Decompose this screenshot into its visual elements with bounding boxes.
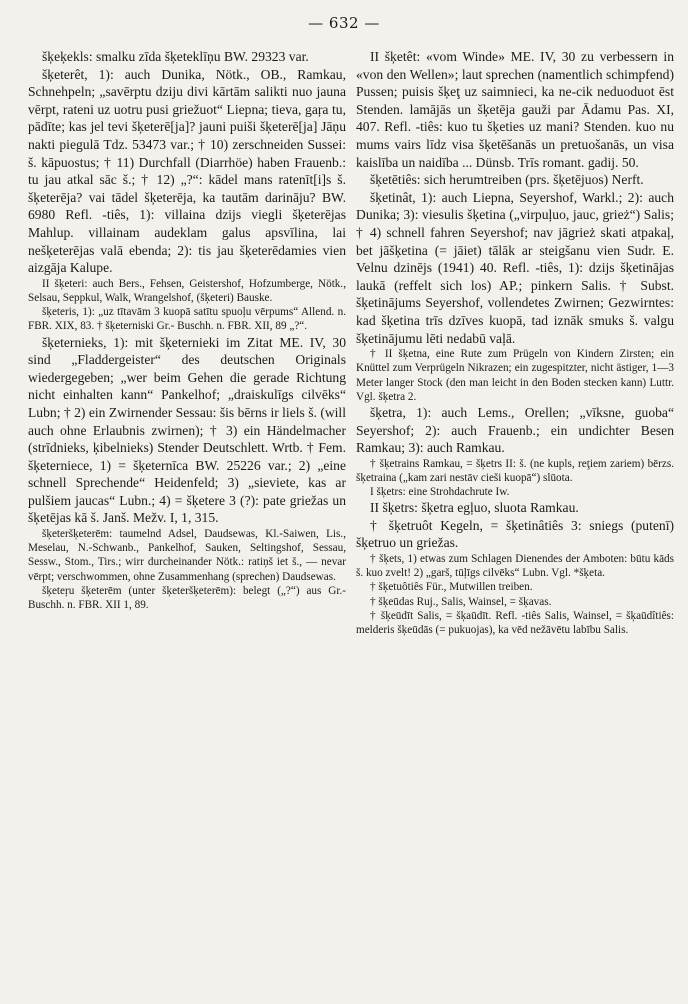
right-column: [356, 48, 674, 637]
dictionary-entry: † šķets, 1) etwas zum Schlagen Dienendes der Amboten: būtu kāds š. kuo zvelt! 2) „garš, tūļīgs cilvēks“ Lubn. Vgl. *šķeta.: [356, 553, 674, 580]
dictionary-entry: II šķetêt: «vom Winde» ME. IV, 30 zu verbessern in «von den Wellen»; laut sprechen (namentlich schimpfend) Pussen; puisis šķeţ uz saimnieci, ka ne-cik neduoduot ēst Stenden. lamājās un šķetēja gauži par Ādamu Pas. XI, 407. Refl. -tiês: kuo tu šķeties uz mani? Stenden. kuo nu mums vairs līdz visa šķetēšanās un pretuošanās, un visa kaislība un naidība ... Dünsb. Trīs romant. gadij. 50.: [356, 49, 674, 170]
dictionary-entry: šķetra, 1): auch Lems., Orellen; „vīksne, guoba“ Seyershof; 2): auch Frauenb.; ein undichter Besen Ramkau; 3): auch Ramkau.: [356, 404, 674, 456]
dictionary-entry: † šķeūdas Ruj., Salis, Wainsel, = šķavas.: [370, 595, 552, 608]
dictionary-entry: šķeternieks, 1): mit šķeternieki im Zitat ME. IV, 30 sind „Fladdergeister“ des deutschen Originals wiedergegeben; „wer beim Gehen die gerade Richtung nicht einhalten kann“ Pankelhof; „draiskulīgs cilvēks“ Lubn; † 2) ein Zwirnender Sessau: šis bērns ir liels š. (will auch ohne Erlaubnis zwirnen); † 3) ein Händelmacher (strīdnieks, ķibelnieks) Stender Deutschlett. Wrtb. † Fem. šķeterniece, 1) = šķeternīca BW. 25226 var.; 2) „eine schnell Sprechende“ Heidenfeld; 3) „sieviete, kas ar pulšiem jaucas“ Lubn.; 4) = šķetere 3 (?): pate griežas un šķetējas kā š. Janš. Mežv. I, 1, 315.: [28, 334, 346, 526]
dictionary-entry: † šķeūdīt Salis, = šķaūdīt. Refl. -tiês Salis, Wainsel, = šķaūdîtiês: melderis šķeūdās (= pukuojas), ka vēd nežāvētu labību Salis.: [356, 609, 674, 637]
dictionary-entry: † šķetruôt Kegeln, = šķetinâtiês 3: sniegs (putenī) šķetruo un griežas.: [356, 517, 674, 551]
dictionary-entry: II šķeteri: auch Bers., Fehsen, Geistershof, Hofzumberge, Nötk., Selsau, Seppkul, Walk, Wrangelshof, (šķeteri) Bauske.: [28, 277, 346, 304]
dictionary-entry: šķetētiês: sich herumtreiben (prs. šķetējuos) Nerft.: [370, 172, 644, 188]
dictionary-entry: šķeķekls: smalku zīda šķeteklīņu BW. 29323 var.: [42, 49, 309, 64]
dictionary-entry: II šķetrs: šķetra egļuo, sluota Ramkau.: [370, 500, 579, 516]
dictionary-entry: šķeterêt, 1): auch Dunika, Nötk., OB., Ramkau, Schnehpeln; „savērptu dziju divi kārtām salikti nuo jauna vērpt, rateni uz uotru pusi griežuot“ Liepna; tieva, gaŗa tu, pādīte; kas jel tevi šķeterē[ja]? jauni puiši šķeterē[ja] Jāņu nakti piegulā Tdz. 53473 var.; † 10) zerschneiden Sussei: š. kāpuostus; † 11) Durchfall (Diarrhöe) haben Frauenb.: tu jau atkal sāc š.; † 12) „?“: kādel mans ratenīt[i]s š. šķeterēja? vai tādel šķeterēja, ka tautām darināju? BW. 6980 Refl. -tiês, 1): villaina dzijs viegli šķeterējas Mahlup. villainam audeklam galus apsvīlina, lai nešķeterējas valā ebenda; 2): tis jau šķeterēdamies vien aizgāja Kalupe.: [28, 66, 346, 276]
dictionary-entry: † šķetrains Ramkau, = šķetrs II: š. (ne kupls, reţiem zariem) bērzs. šķetraina („kam zari nestāv cieši kuopā“) slūota.: [356, 457, 674, 484]
dictionary-entry: šķetinât, 1): auch Liepna, Seyershof, Warkl.; 2): auch Dunika; 3): viesulis šķetina („virpuļuo, jauc, grież“) Salis; † 4) schnell fahren Seyershof; nav jāgrież skati atpakaļ, bet jāšķetina (= jāiet) tālāk ar steigšanu vien Sudr. E. Velnu dzinējs (1941) 40. Refl. -tiês, 1): dzijs šķetinājas laukā (reffelt sich los) AP.; pinkern Salis. † Subst. šķetinājums Seyershof, vollendetes Zwirnen; Gezwirntes: kad šķetina trīs dzīves kuopā, tad iznāk smuks š. valgu šķetinājumu lēti nedabū vaļā.: [356, 189, 674, 346]
page-number: — 632 —: [308, 14, 380, 32]
dictionary-entry: † II šķetna, eine Rute zum Prügeln von Kindern Zirsten; ein Knüttel zum Verprügeln Nikrazen; ein zugespitzter, nicht ästiger, 1—3 Meter langer Stock (den man leicht in den Boden stecken kann) Luttr. Vgl. šķetra 2.: [356, 348, 674, 403]
left-column: [28, 48, 346, 612]
dictionary-entry: šķeteršķeterēm: taumelnd Adsel, Daudsewas, Kl.-Saiwen, Lis., Meselau, N.-Schwanb., Pankelhof, Sauken, Seltingshof, Sessau, Sessw., Stom., Tirs.; wirr durcheinander Nötk.: ratiņš iet š., — nevar vērpt; verschwommen, ohne Zusammenhang (sprechen) Daudsewas.: [28, 528, 346, 583]
dictionary-entry: šķeteris, 1): „uz tītavām 3 kuopā satītu spuoļu vērpums“ Allend. n. FBR. XIX, 83. † šķeterniski Gr.- Buschh. n. FBR. XII, 89 „?“.: [28, 306, 346, 333]
dictionary-entry: † šķetuôtiês Für., Mutwillen treiben.: [370, 581, 533, 594]
dictionary-entry: šķeteŗu šķeterēm (unter šķeteršķeterēm): belegt („?“) aus Gr.-Buschh. n. FBR. XII 1, 89.: [28, 584, 346, 612]
dictionary-entry: I šķetrs: eine Strohdachrute Iw.: [370, 486, 510, 499]
